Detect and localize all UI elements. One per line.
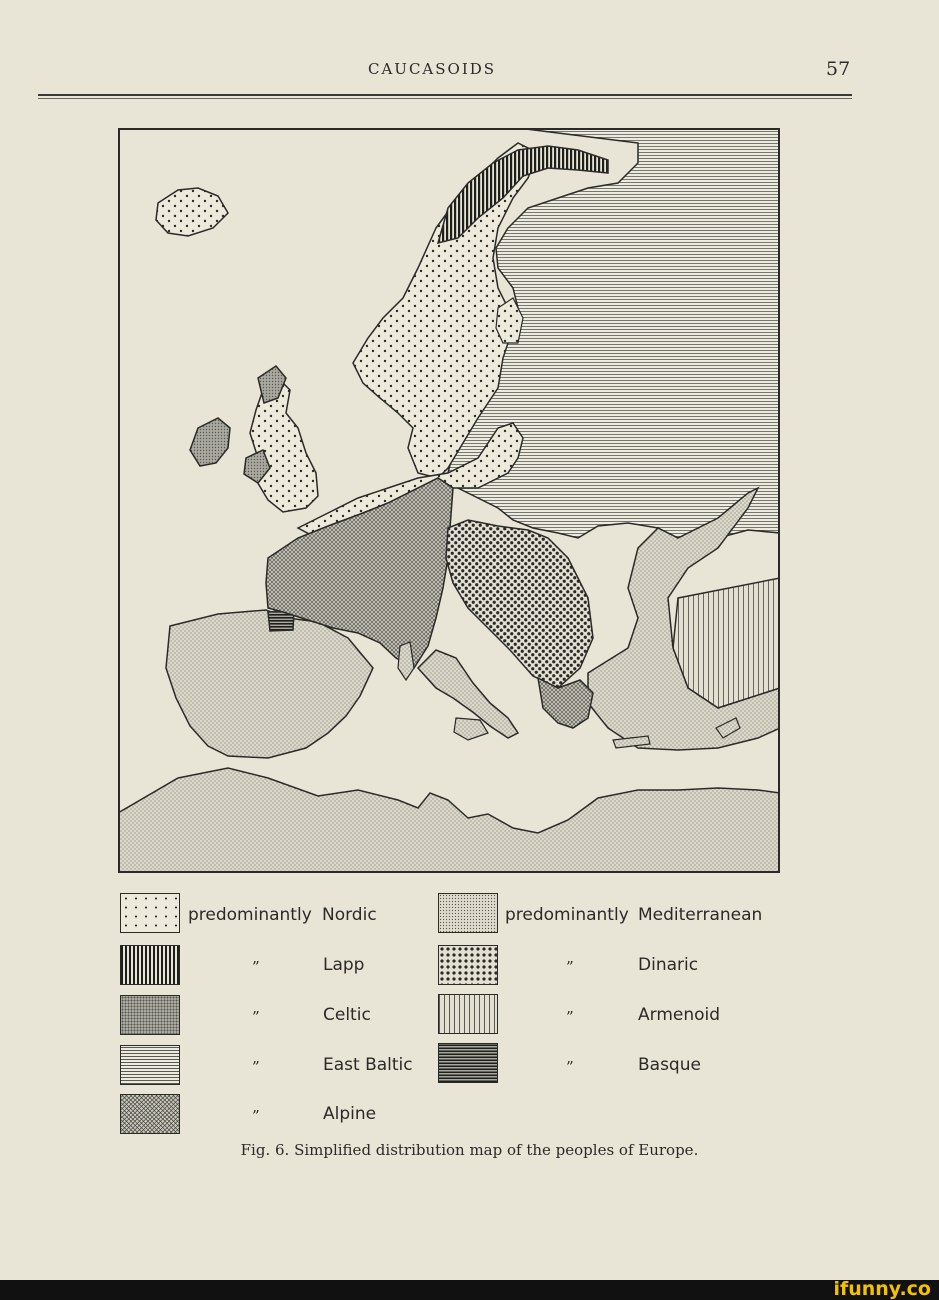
legend-label-east-baltic: East Baltic	[323, 1055, 413, 1075]
watermark: ifunny.co	[833, 1278, 931, 1300]
legend-label-mediterranean: Mediterranean	[638, 905, 763, 925]
legend-swatch-nordic	[120, 893, 180, 933]
legend-swatch-mediterranean	[438, 893, 498, 933]
legend-label-lapp: Lapp	[323, 955, 365, 975]
legend-swatch-basque	[438, 1043, 498, 1083]
footer-bar	[0, 1280, 939, 1300]
legend-label-nordic: Nordic	[322, 905, 377, 925]
header-rule	[38, 94, 852, 96]
legend-swatch-alpine	[120, 1094, 180, 1134]
figure-caption: Fig. 6. Simplified distribution map of the peoples of Europe.	[240, 1141, 699, 1159]
legend-ditto-dinaric: ”	[566, 958, 574, 976]
legend-label-nordic-prefix: predominantly	[188, 905, 312, 925]
legend-label-alpine: Alpine	[323, 1104, 377, 1124]
legend-swatch-east-baltic	[120, 1045, 180, 1085]
legend-swatch-dinaric	[438, 945, 498, 985]
legend-ditto-alpine: ”	[252, 1107, 260, 1125]
legend-label-dinaric: Dinaric	[638, 955, 699, 975]
running-head	[0, 58, 939, 88]
page-number: 57	[826, 58, 851, 80]
legend-label-armenoid: Armenoid	[638, 1005, 721, 1025]
header-rule-thin	[38, 98, 852, 99]
legend-label-celtic: Celtic	[323, 1005, 371, 1025]
legend-swatch-lapp	[120, 945, 180, 985]
running-head-title: CAUCASOIDS	[368, 60, 497, 78]
legend-ditto-basque: ”	[566, 1058, 574, 1076]
legend-ditto-lapp: ”	[252, 958, 260, 976]
legend-ditto-celtic: ”	[252, 1008, 260, 1026]
legend-swatch-armenoid	[438, 994, 498, 1034]
legend-ditto-armenoid: ”	[566, 1008, 574, 1026]
legend-ditto-east-baltic: ”	[252, 1058, 260, 1076]
legend-swatch-celtic	[120, 995, 180, 1035]
legend-label-basque: Basque	[638, 1055, 701, 1075]
europe-distribution-map	[118, 128, 780, 873]
legend-label-mediterranean-prefix: predominantly	[505, 905, 629, 925]
